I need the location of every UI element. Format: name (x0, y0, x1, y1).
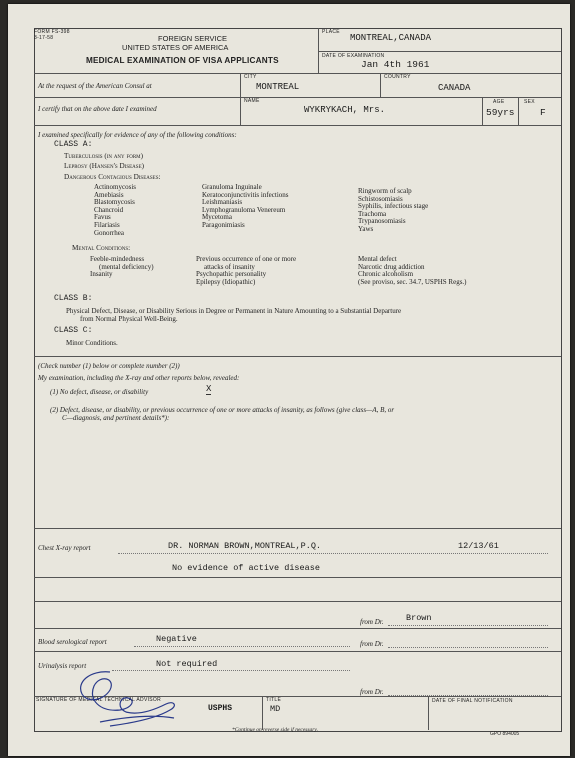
disease-item: Actinomycosis (94, 183, 136, 191)
blood-label: Blood serological report (38, 638, 107, 646)
request-text: At the request of the American Consul at (38, 82, 152, 90)
mental-col2 (196, 256, 296, 286)
mental-col1 (90, 256, 154, 279)
xray-by: DR. NORMAN BROWN,MONTREAL,P.Q. (168, 541, 322, 551)
form-number: FORM FS-398 (34, 29, 70, 35)
place-value: MONTREAL,CANADA (350, 33, 432, 43)
mental-item: (mental deficiency) (99, 262, 154, 271)
exam-date-label: DATE OF EXAMINATION (322, 53, 385, 59)
mental-item: Epilepsy (Idiopathic) (196, 277, 256, 286)
from-dr-label-urinalysis: from Dr. (360, 688, 384, 696)
disease-item: Ringworm of scalp (358, 187, 412, 195)
certify-text: I certify that on the above date I examined (38, 105, 157, 113)
class-b-heading: CLASS B: (54, 294, 93, 303)
mental-item: Narcotic drug addiction (358, 262, 425, 271)
agency-line1: FOREIGN SERVICE (158, 34, 228, 43)
disease-item: Blastomycosis (94, 198, 135, 207)
xray-date: 12/13/61 (458, 541, 499, 551)
form-date: 3-17-58 (34, 35, 54, 41)
country-value: CANADA (438, 83, 471, 93)
dangerous-heading: Dangerous Contagious Diseases: (64, 173, 161, 181)
mental-item: Insanity (90, 270, 113, 279)
mental-col3 (358, 256, 467, 286)
class-b-text2: from Normal Physical Well-Being. (80, 315, 178, 323)
city-value: MONTREAL (256, 82, 300, 92)
urinalysis-label: Urinalysis report (38, 662, 87, 670)
from-dr-label-xray: from Dr. (360, 618, 384, 626)
form-sheet (8, 4, 570, 756)
mental-item: Psychopathic personality (196, 270, 267, 279)
mental-heading: Mental Conditions: (72, 244, 131, 252)
xray-result: No evidence of active disease (172, 563, 320, 573)
city-label: CITY (244, 74, 257, 80)
form-title: MEDICAL EXAMINATION OF VISA APPLICANTS (86, 56, 279, 65)
leprosy: Leprosy (Hansen's Disease) (64, 162, 145, 170)
gpo-code: GPO 894005 (490, 731, 520, 737)
age-value: 59yrs (486, 107, 515, 118)
mental-item: Previous occurrence of one or more (196, 255, 297, 263)
diseases-col2 (202, 184, 289, 230)
sex-value: F (540, 107, 546, 118)
mental-item: Feeble-mindedness (90, 255, 145, 263)
agency-value: USPHS (208, 704, 233, 713)
exam-date-value: Jan 4th 1961 (361, 59, 430, 70)
name-value: WYKRYKACH, Mrs. (304, 105, 386, 115)
title-value: MD (270, 704, 281, 714)
mental-item: (See proviso, sec. 34.7, USPHS Regs.) (358, 277, 467, 286)
signature-label: SIGNATURE OF MEDICAL TECHNICAL ADVISOR (36, 697, 162, 703)
disease-item: Granuloma Inguinale (202, 183, 262, 191)
mental-item: attacks of insanity (204, 262, 255, 271)
disease-item: Gonorrhea (94, 228, 124, 237)
tuberculosis: Tuberculosis (in any form) (64, 152, 144, 160)
final-date-label: DATE OF FINAL NOTIFICATION (432, 698, 513, 704)
mental-item: Mental defect (358, 255, 397, 263)
xray-label: Chest X-ray report (38, 544, 91, 552)
title-label: TITLE (266, 697, 282, 703)
place-label: PLACE (322, 29, 340, 35)
disease-item: Schistosomiasis (358, 194, 403, 203)
diseases-col1 (94, 184, 136, 237)
continue-note: *Continue on reverse side if necessary. (232, 727, 318, 733)
conditions-intro: I examined specifically for evidence of any of the following conditions: (38, 131, 237, 139)
disease-item: Favus (94, 213, 111, 222)
disease-item: Leishmaniasis (202, 198, 243, 207)
check-instruction: (Check number (1) below or complete number (2)) (38, 362, 180, 370)
mental-item: Chronic alcoholism (358, 270, 414, 279)
disease-item: Trypanosomiasis (358, 217, 406, 226)
class-b-text1: Physical Defect, Disease, or Disability Serious in Degree or Permanent in Nature Amounting to a Substantial Departure (66, 307, 402, 315)
option1-checkbox[interactable]: X (206, 384, 212, 394)
blood-value: Negative (156, 634, 197, 644)
agency-line2: UNITED STATES OF AMERICA (122, 43, 229, 52)
disease-item: Lymphogranuloma Venereum (202, 205, 286, 214)
from-dr-label-blood: from Dr. (360, 640, 384, 648)
option2-text-line1: (2) Defect, disease, or disability, or previous occurrence of one or more attacks of insanity, as follows (give class—A, B, or (50, 406, 395, 414)
country-label: COUNTRY (384, 74, 411, 80)
disease-item: Amebiasis (94, 190, 124, 199)
disease-item: Keratoconjunctivitis infections (202, 190, 289, 199)
disease-item: Trachoma (358, 209, 387, 218)
class-a-heading: CLASS A: (54, 140, 93, 149)
option1-text: (1) No defect, disease, or disability (50, 388, 149, 396)
urinalysis-value: Not required (156, 659, 218, 669)
signature-scribble (70, 664, 190, 734)
disease-item: Syphilis, infectious stage (358, 202, 429, 211)
disease-item: Mycetoma (202, 213, 232, 222)
disease-item: Yaws (358, 224, 374, 233)
diseases-col3 (358, 188, 428, 234)
disease-item: Chancroid (94, 205, 124, 214)
age-label: AGE (493, 99, 505, 105)
name-label: NAME (244, 98, 260, 104)
exam-revealed: My examination, including the X-ray and other reports below, revealed: (38, 374, 240, 382)
class-c-heading: CLASS C: (54, 326, 93, 335)
disease-item: Filariasis (94, 220, 120, 229)
from-dr-xray-value: Brown (406, 613, 432, 623)
option2-text-line2: C—diagnosis, and pertinent details*): (62, 414, 170, 422)
class-c-text: Minor Conditions. (66, 339, 118, 347)
sex-label: SEX (524, 99, 535, 105)
disease-item: Paragonimiasis (202, 220, 245, 229)
